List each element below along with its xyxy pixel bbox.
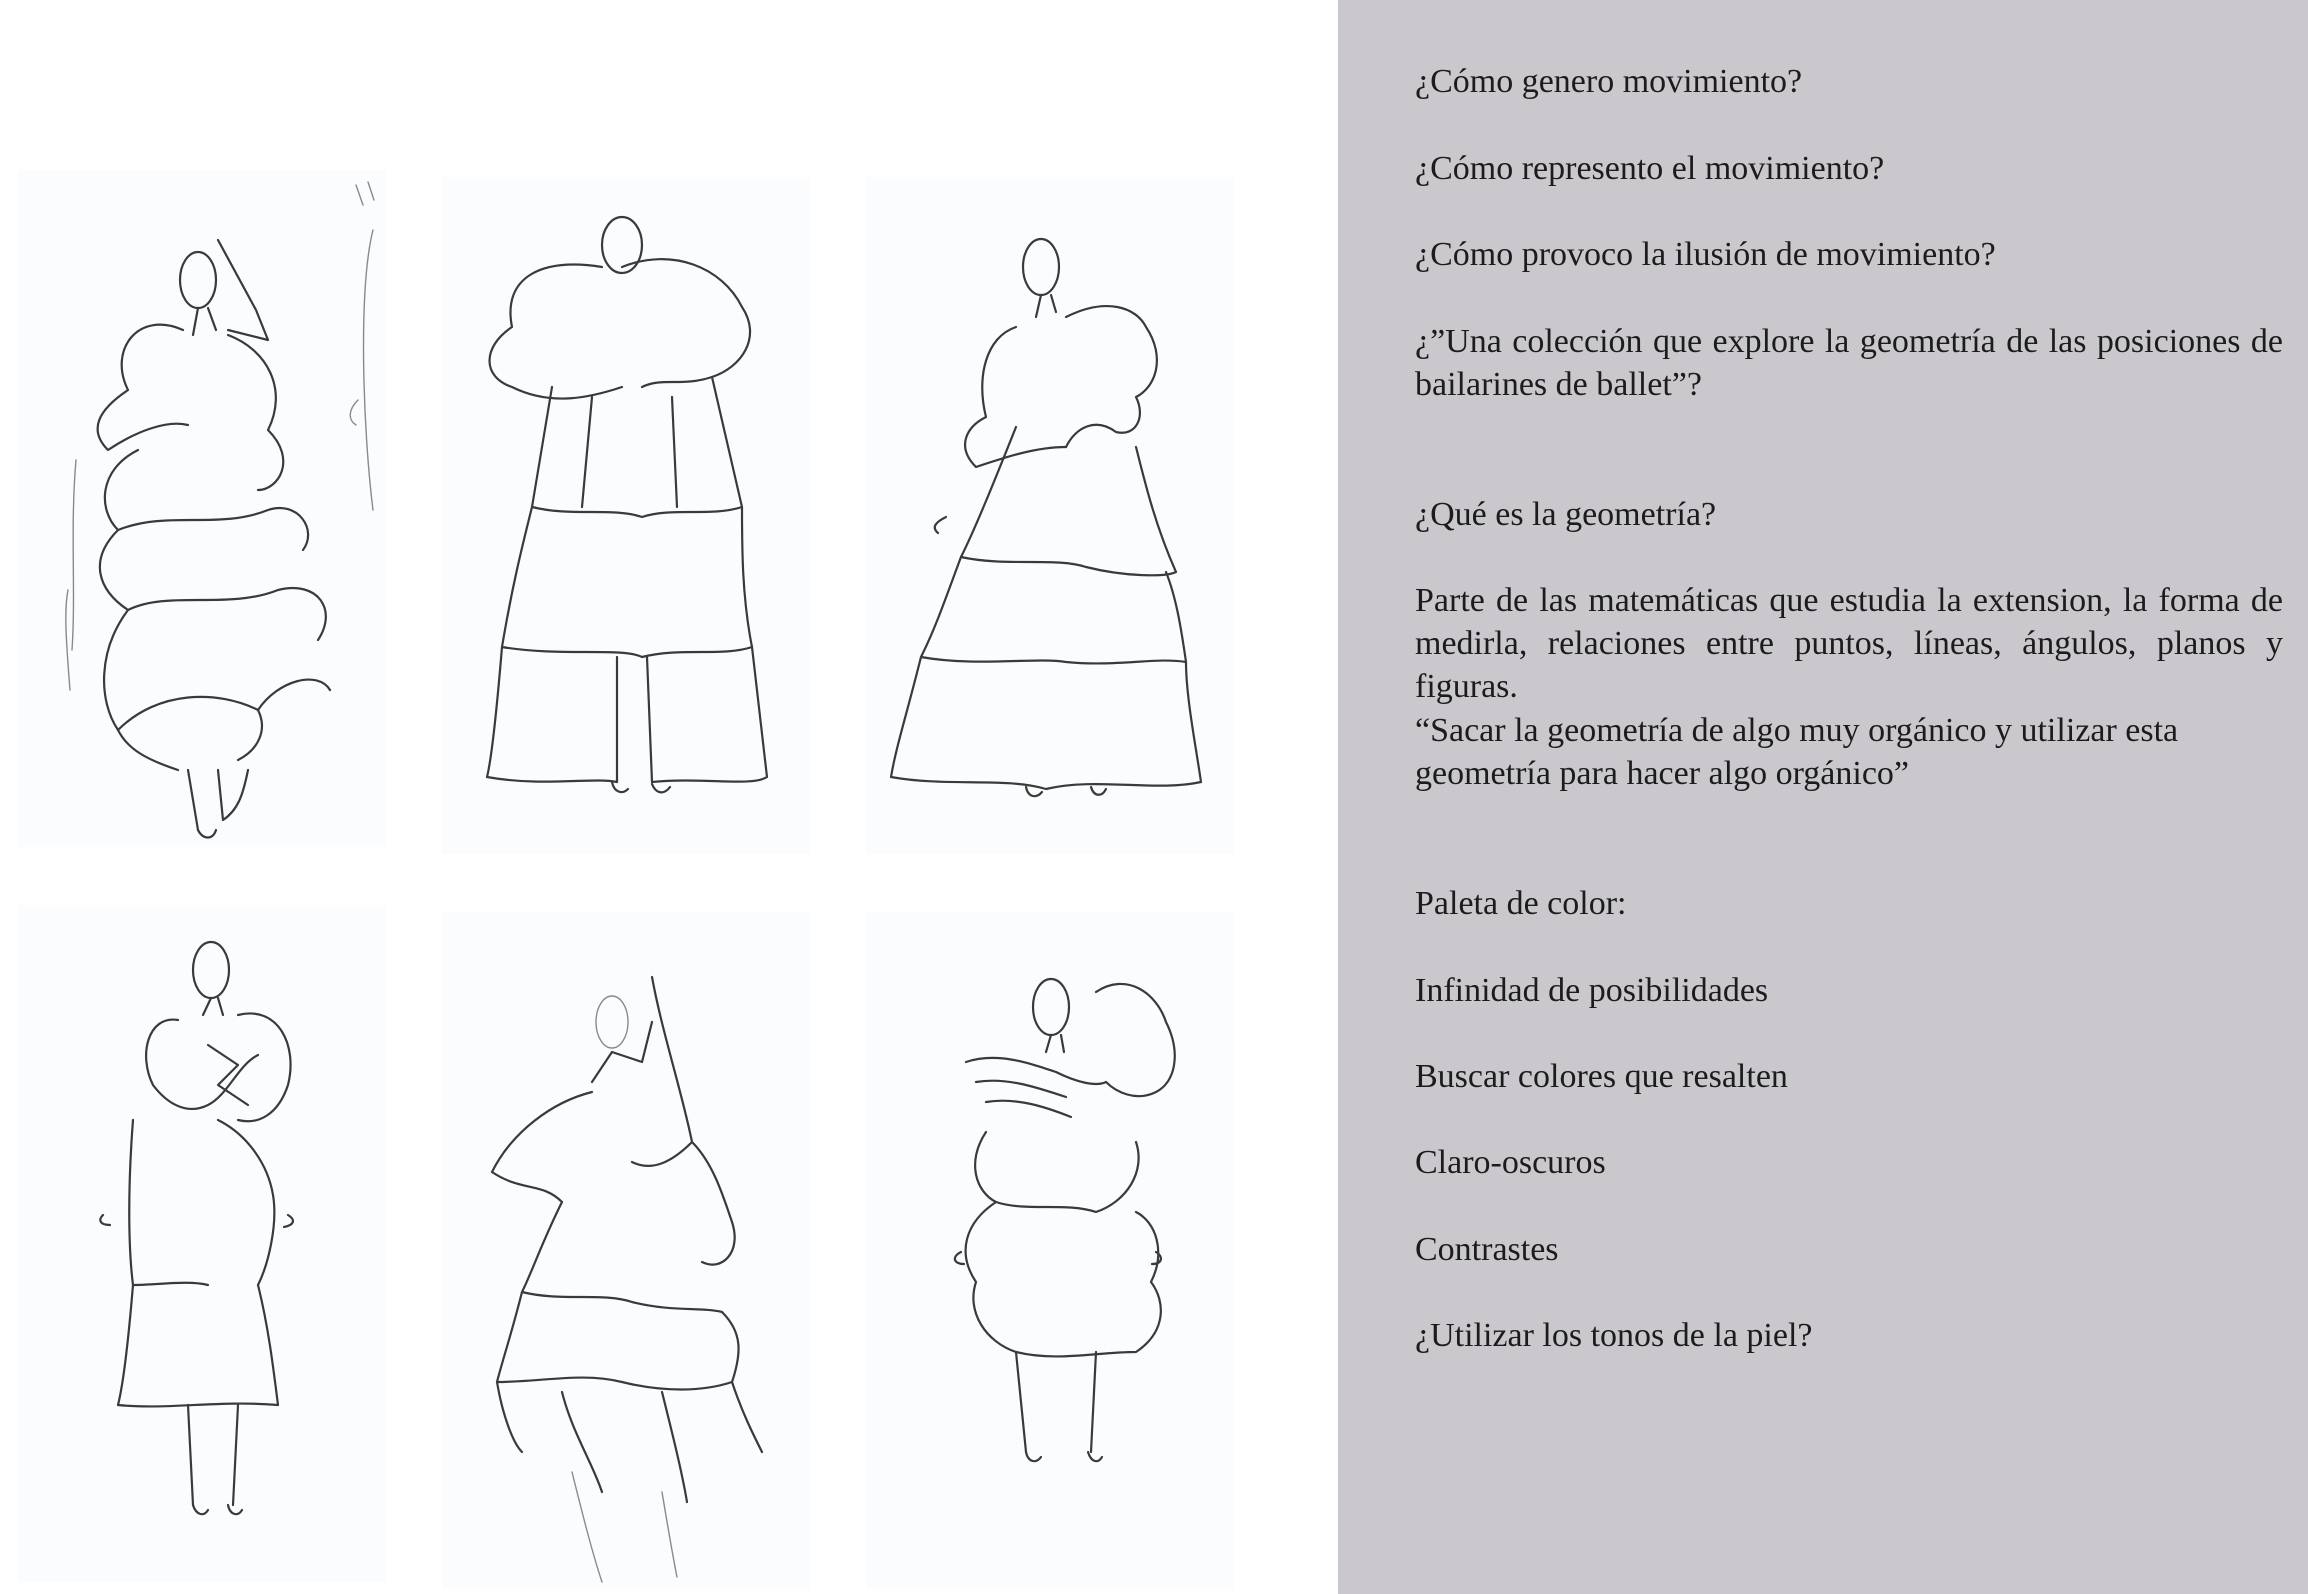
organic-geometry-quote: “Sacar la geometría de algo muy orgánico y utilizar esta geometría para hacer algo orgánico” [1415,712,2179,792]
question-what-is-geometry: ¿Qué es la geometría? [1415,496,1717,533]
question-illusion-movement: ¿Cómo provoco la ilusión de movimiento? [1415,236,1996,273]
question-ballet-geometry: ¿”Una colección que explore la geometría de las posiciones de bailarines de ballet”? [1415,323,2283,403]
fashion-sketch-3 [866,177,1234,854]
fashion-sketch-6 [866,912,1234,1589]
fashion-sketch-2 [442,177,810,854]
palette-item: Buscar colores que resalten [1415,1058,1788,1095]
palette-item: ¿Utilizar los tonos de la piel? [1415,1317,1813,1354]
palette-item: Infinidad de posibilidades [1415,972,1769,1009]
question-generate-movement: ¿Cómo genero movimiento? [1415,63,1803,100]
palette-item: Claro-oscuros [1415,1144,1606,1181]
fashion-sketch-5 [442,912,810,1589]
fashion-sketch-1 [18,170,386,847]
geometry-definition: Parte de las matemáticas que estudia la extension, la forma de medirla, relaciones entre puntos, líneas, ángulos, planos y figuras. [1415,582,2283,705]
fashion-sketch-4 [18,905,386,1582]
palette-item: Contrastes [1415,1231,1559,1268]
question-represent-movement: ¿Cómo represento el movimiento? [1415,150,1885,187]
notes-panel [1338,0,2308,1594]
palette-heading: Paleta de color: [1415,885,1627,922]
